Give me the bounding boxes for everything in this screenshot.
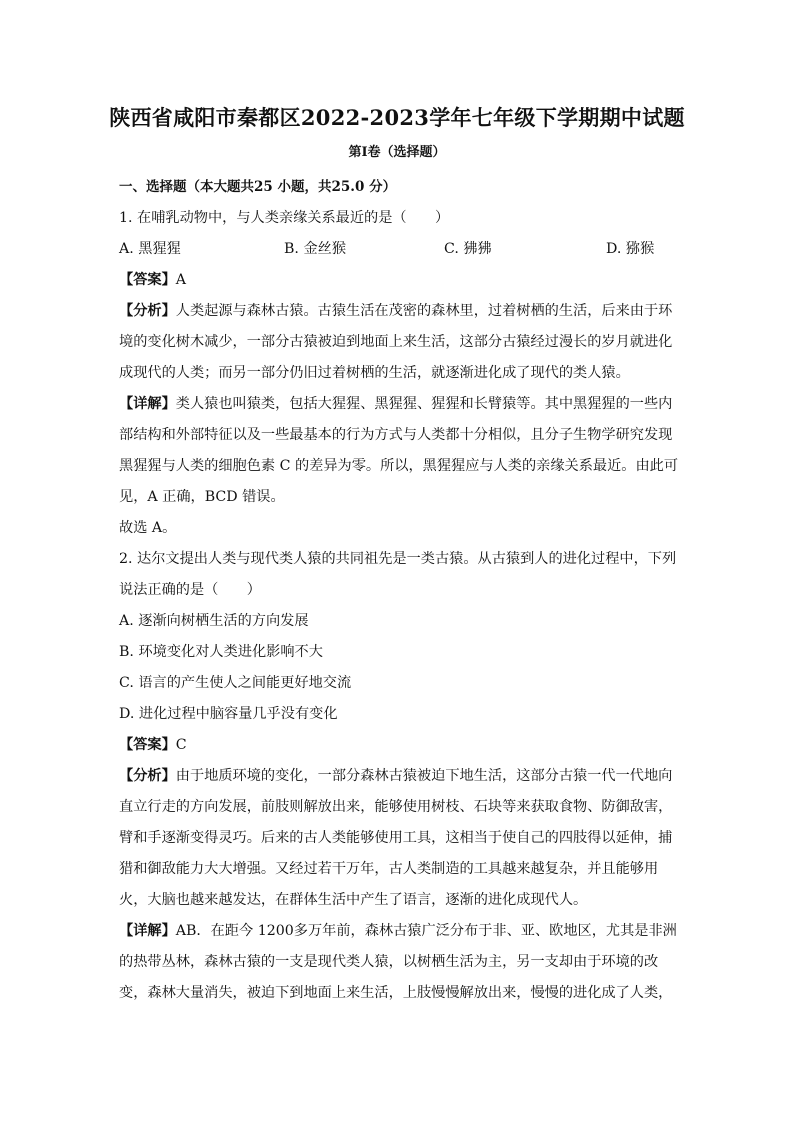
question-1 [119, 203, 679, 544]
analysis-text: 人类起源与森林古猿。古猿生活在茂密的森林里，过着树栖的生活，后来由于环 [175, 303, 673, 319]
document-title: 陕西省咸阳市秦都区2022-2023学年七年级下学期期中试题 [109, 105, 685, 130]
detail-text: 的热带丛林，森林古猿的一支是现代类人猿，以树栖生活为主，另一支却由于环境的改 [119, 954, 659, 970]
detail-text: 类人猿也叫猿类，包括大猩猩、黑猩猩、猩猩和长臂猿等。其中黑猩猩的一些内 [175, 396, 673, 412]
question-2 [119, 544, 679, 1009]
section-heading: 一、选择题（本大题共25 小题，共25.0 分） [119, 179, 397, 195]
analysis-line [119, 296, 679, 327]
analysis-text: 猎和御敌能力大大增强。又经过若干万年，古人类制造的工具越来越复杂，并且能够用 [119, 861, 659, 877]
answer-line [119, 730, 679, 761]
option-c: C. 狒狒 [444, 241, 492, 257]
analysis-text: 成现代的人类；而另一部分仍旧过着树栖的生活，就逐渐进化成了现代的类人猿。 [119, 365, 630, 381]
volume-subtitle: 第I卷（选择题） [348, 145, 446, 160]
detail-text: 变，森林大量消失，被迫下到地面上来生活，上肢慢慢解放出来，慢慢的进化成了人类， [119, 985, 673, 1001]
document-body [119, 175, 679, 1009]
analysis-text: 境的变化树木减少，一部分古猿被迫到地面上来生活，这部分古猿经过漫长的岁月就进化 [119, 334, 673, 350]
analysis-line [119, 761, 679, 792]
question-options [119, 234, 679, 265]
analysis-text: 臂和手逐渐变得灵巧。后来的古人类能够使用工具，这相当于使自己的四肢得以延伸，捕 [119, 830, 673, 846]
answer-line [119, 265, 679, 296]
analysis-text: 直立行走的方向发展，前肢则解放出来，能够使用树枝、石块等来获取食物、防御敌害， [119, 799, 673, 815]
question-stem: 说法正确的是（ ） [119, 582, 261, 598]
option-d: D. 猕猴 [606, 241, 655, 257]
answer-value: C [175, 737, 187, 753]
option-c: C. 语言的产生使人之间能更好地交流 [119, 675, 352, 691]
analysis-text: 由于地质环境的变化，一部分森林古猿被迫下地生活，这部分古猿一代一代地向 [175, 768, 673, 784]
detail-text: 故选 A。 [119, 520, 177, 536]
option-a: A. 黑猩猩 [119, 241, 181, 257]
detail-text: 部结构和外部特征以及一些最基本的行为方式与人类都十分相似，且分子生物学研究发现 [119, 427, 673, 443]
option-b: B. 金丝猴 [284, 241, 347, 257]
detail-text: AB．在距今 1200多万年前，森林古猿广泛分布于非、亚、欧地区，尤其是非洲 [175, 923, 677, 939]
analysis-tag: 【分析】 [119, 768, 176, 784]
analysis-text: 火，大脑也越来越发达，在群体生活中产生了语言，逐渐的进化成现代人。 [119, 892, 588, 908]
detail-line [119, 916, 679, 947]
detail-tag: 【详解】 [119, 396, 176, 412]
detail-text: 黑猩猩与人类的细胞色素 C 的差异为零。所以，黑猩猩应与人类的亲缘关系最近。由此可 [119, 458, 679, 474]
detail-text: 见，A 正确，BCD 错误。 [119, 489, 285, 505]
question-stem: 2. 达尔文提出人类与现代类人猿的共同祖先是一类古猿。从古猿到人的进化过程中，下列 [119, 551, 677, 567]
option-a: A. 逐渐向树栖生活的方向发展 [119, 613, 309, 629]
option-b: B. 环境变化对人类进化影响不大 [119, 644, 323, 660]
answer-tag: 【答案】 [119, 272, 176, 288]
question-stem: 1. 在哺乳动物中，与人类亲缘关系最近的是（ ） [119, 210, 450, 226]
detail-line [119, 389, 679, 420]
detail-tag: 【详解】 [119, 923, 176, 939]
answer-tag: 【答案】 [119, 737, 176, 753]
option-d: D. 进化过程中脑容量几乎没有变化 [119, 706, 338, 722]
answer-value: A [175, 272, 187, 288]
analysis-tag: 【分析】 [119, 303, 176, 319]
